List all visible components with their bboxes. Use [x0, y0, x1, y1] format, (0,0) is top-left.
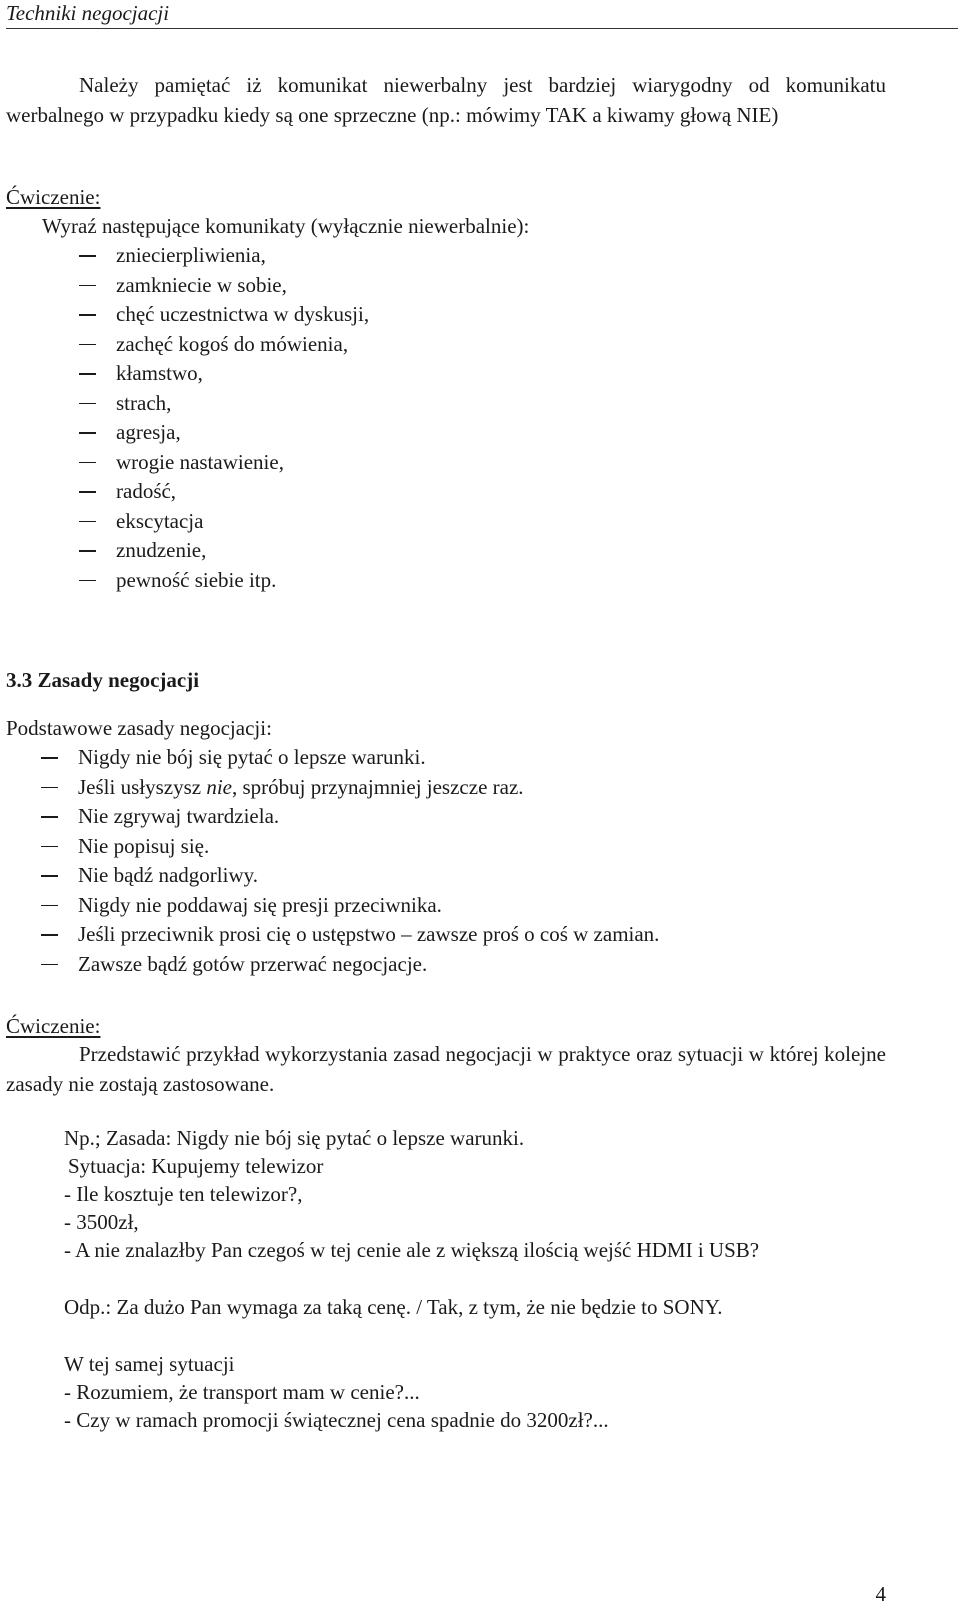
- example-line: - Ile kosztuje ten telewizor?,: [64, 1182, 303, 1206]
- nonverbal-list: [116, 241, 369, 595]
- example-line: W tej samej sytuacji: [64, 1352, 235, 1376]
- dash-bullet: [79, 403, 96, 405]
- list-item: zamkniecie w sobie,: [116, 271, 369, 301]
- dash-bullet: [41, 964, 58, 966]
- example-line: - 3500zł,: [64, 1210, 139, 1234]
- dash-bullet: [41, 934, 58, 936]
- exercise1-instruction: Wyraź następujące komunikaty (wyłącznie niewerbalnie):: [42, 214, 530, 238]
- header-title: Techniki negocjacji: [6, 1, 170, 25]
- exercise2-label: [6, 1012, 886, 1042]
- dash-bullet: [41, 875, 58, 877]
- dash-bullet: [79, 580, 96, 582]
- list-item: kłamstwo,: [116, 359, 369, 389]
- list-item: agresja,: [116, 418, 369, 448]
- list-item: strach,: [116, 389, 369, 419]
- intro-paragraph: Należy pamiętać iż komunikat niewerbalny jest bardziej wiarygodny od komunikatu werbalnego w przypadku kiedy są one sprzeczne (np.: mówimy TAK a kiwamy głową NIE): [6, 73, 886, 127]
- rule-item: Nigdy nie bój się pytać o lepsze warunki.: [78, 743, 659, 773]
- dash-bullet: [79, 432, 96, 434]
- dash-bullet: [41, 905, 58, 907]
- dash-bullet: [41, 787, 58, 789]
- rule-item: Zawsze bądź gotów przerwać negocjacje.: [78, 950, 659, 980]
- list-item: pewność siebie itp.: [116, 566, 369, 596]
- dash-bullet: [79, 285, 96, 287]
- example-line: Np.; Zasada: Nigdy nie bój się pytać o lepsze warunki.: [64, 1126, 525, 1150]
- rule-item: Nigdy nie poddawaj się presji przeciwnika.: [78, 891, 659, 921]
- dash-bullet: [79, 491, 96, 493]
- rule-item: Nie popisuj się.: [78, 832, 659, 862]
- rules-intro: Podstawowe zasady negocjacji:: [6, 716, 272, 740]
- list-item: znudzenie,: [116, 536, 369, 566]
- section-heading: 3.3 Zasady negocjacji: [6, 668, 200, 692]
- list-item: chęć uczestnictwa w dyskusji,: [116, 300, 369, 330]
- dash-bullet: [79, 521, 96, 523]
- exercise1-label-text: Ćwiczenie:: [6, 185, 101, 209]
- rule-item: Nie zgrywaj twardziela.: [78, 802, 659, 832]
- example-line: Sytuacja: Kupujemy telewizor: [68, 1154, 324, 1178]
- dash-bullet: [79, 314, 96, 316]
- example-line: - A nie znalazłby Pan czegoś w tej cenie ale z większą ilością wejść HDMI i USB?: [64, 1238, 760, 1262]
- exercise1-label: [6, 183, 886, 213]
- list-item: radość,: [116, 477, 369, 507]
- dash-bullet: [79, 462, 96, 464]
- rules-list: [78, 743, 659, 979]
- page-number: 4: [875, 1582, 886, 1606]
- dash-bullet: [79, 255, 96, 257]
- dash-bullet: [79, 373, 96, 375]
- list-item: wrogie nastawienie,: [116, 448, 369, 478]
- running-header: [6, 0, 958, 29]
- example-line: - Czy w ramach promocji świątecznej cena spadnie do 3200zł?...: [64, 1408, 609, 1432]
- rule-item: Nie bądź nadgorliwy.: [78, 861, 659, 891]
- list-item: zniecierpliwienia,: [116, 241, 369, 271]
- dash-bullet: [41, 757, 58, 759]
- rule-item: Jeśli usłyszysz nie, spróbuj przynajmniej jeszcze raz.: [78, 773, 659, 803]
- dash-bullet: [41, 846, 58, 848]
- exercise2-text: Przedstawić przykład wykorzystania zasad negocjacji w praktyce oraz sytuacji w której kolejne zasady nie zostają zastosowane.: [6, 1042, 886, 1096]
- dash-bullet: [79, 550, 96, 552]
- example-line: - Rozumiem, że transport mam w cenie?...: [64, 1380, 420, 1404]
- exercise2-label-text: Ćwiczenie:: [6, 1014, 101, 1038]
- list-item: ekscytacja: [116, 507, 369, 537]
- dash-bullet: [79, 344, 96, 346]
- rule-item: Jeśli przeciwnik prosi cię o ustępstwo – zawsze proś o coś w zamian.: [78, 920, 659, 950]
- dash-bullet: [41, 816, 58, 818]
- example-line: Odp.: Za dużo Pan wymaga za taką cenę. / Tak, z tym, że nie będzie to SONY.: [64, 1295, 723, 1319]
- list-item: zachęć kogoś do mówienia,: [116, 330, 369, 360]
